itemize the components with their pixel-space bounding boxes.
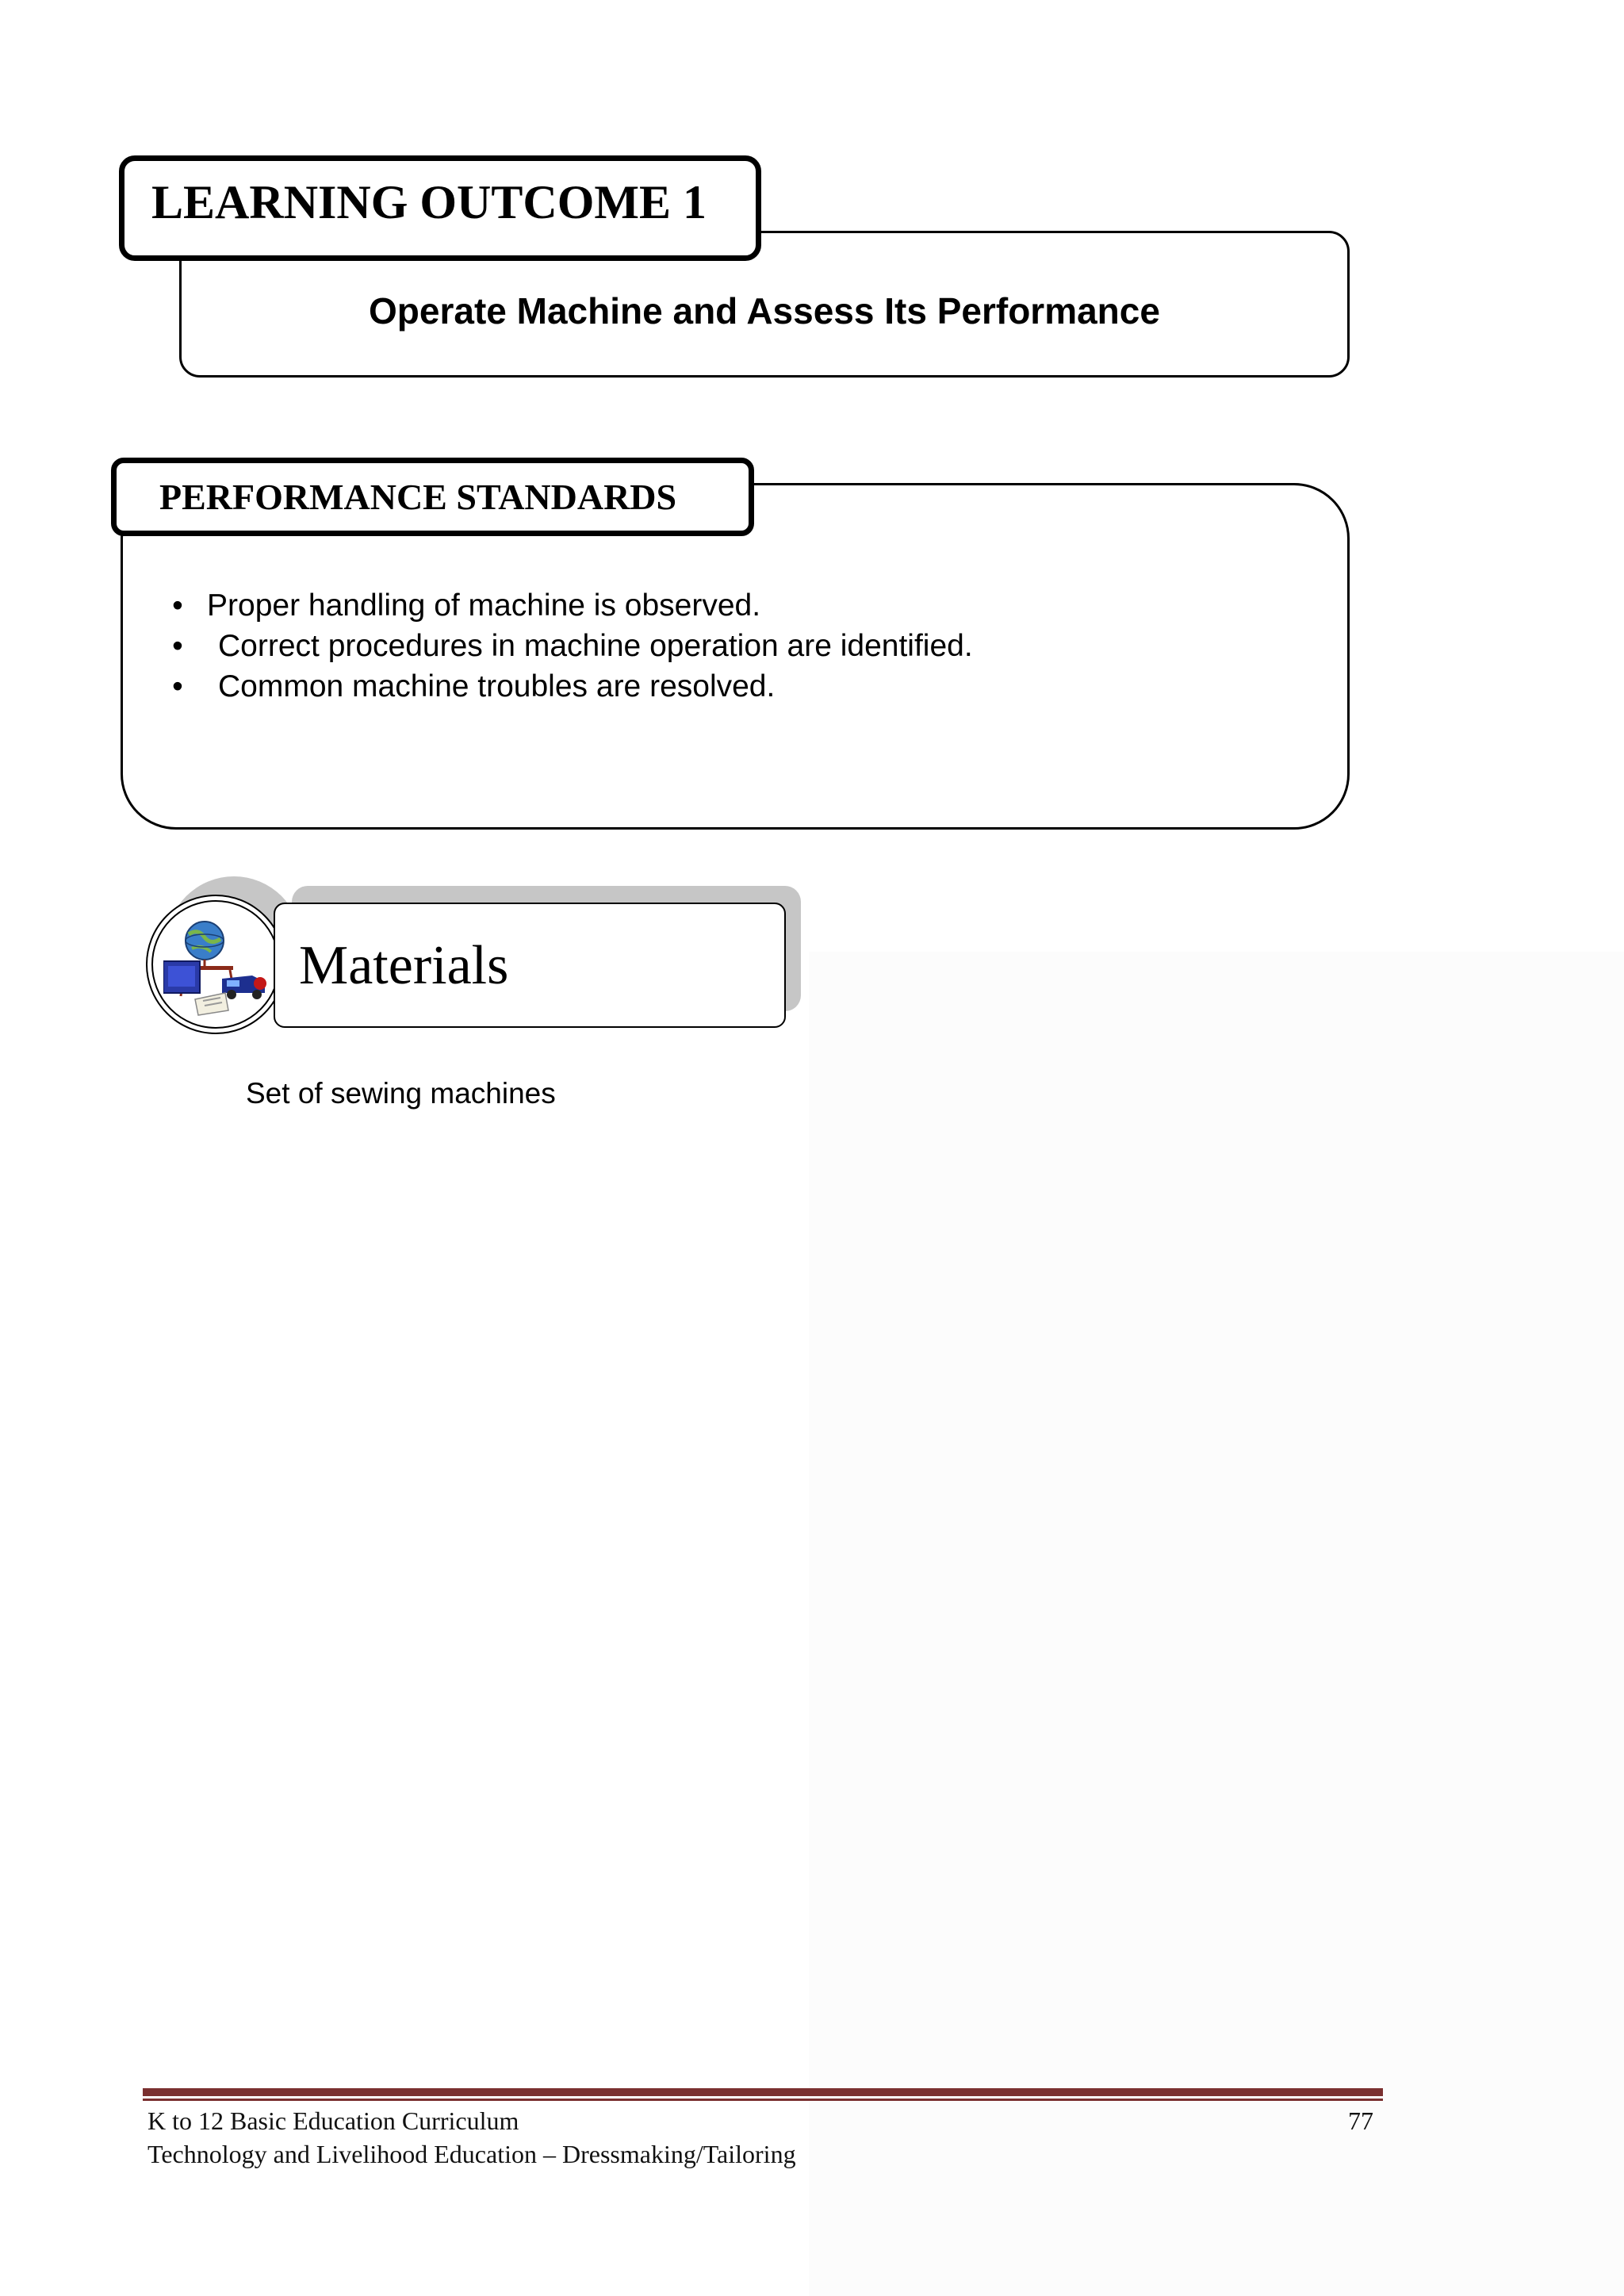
materials-item: Set of sewing machines: [246, 1077, 556, 1110]
bullet-icon: •: [172, 669, 183, 703]
list-item-text: Proper handling of machine is observed.: [207, 588, 761, 623]
list-item-text: Common machine troubles are resolved.: [218, 669, 776, 703]
footer-rule: [143, 2088, 1383, 2096]
footer-subject: Technology and Livelihood Education – Dressmaking/Tailoring: [147, 2140, 796, 2168]
performance-standards-heading: PERFORMANCE STANDARDS: [159, 477, 677, 517]
learning-outcome-subtitle: Operate Machine and Assess Its Performance: [369, 290, 1160, 332]
materials-label-box: [274, 903, 786, 1028]
performance-standards-tab: [111, 458, 754, 536]
materials-icon-badge: [146, 895, 285, 1034]
page-number: 77: [1348, 2106, 1373, 2135]
bullet-icon: •: [172, 629, 183, 663]
materials-heading: Materials: [299, 935, 509, 996]
footer-curriculum: K to 12 Basic Education Curriculum: [147, 2106, 519, 2135]
globe-computer-icon: [163, 917, 274, 1020]
learning-outcome-heading: LEARNING OUTCOME 1: [151, 176, 707, 228]
list-item-text: Correct procedures in machine operation are identified.: [218, 629, 973, 663]
bullet-icon: •: [172, 588, 183, 623]
learning-outcome-tab: [119, 155, 761, 261]
footer-rule-thin: [143, 2099, 1383, 2101]
